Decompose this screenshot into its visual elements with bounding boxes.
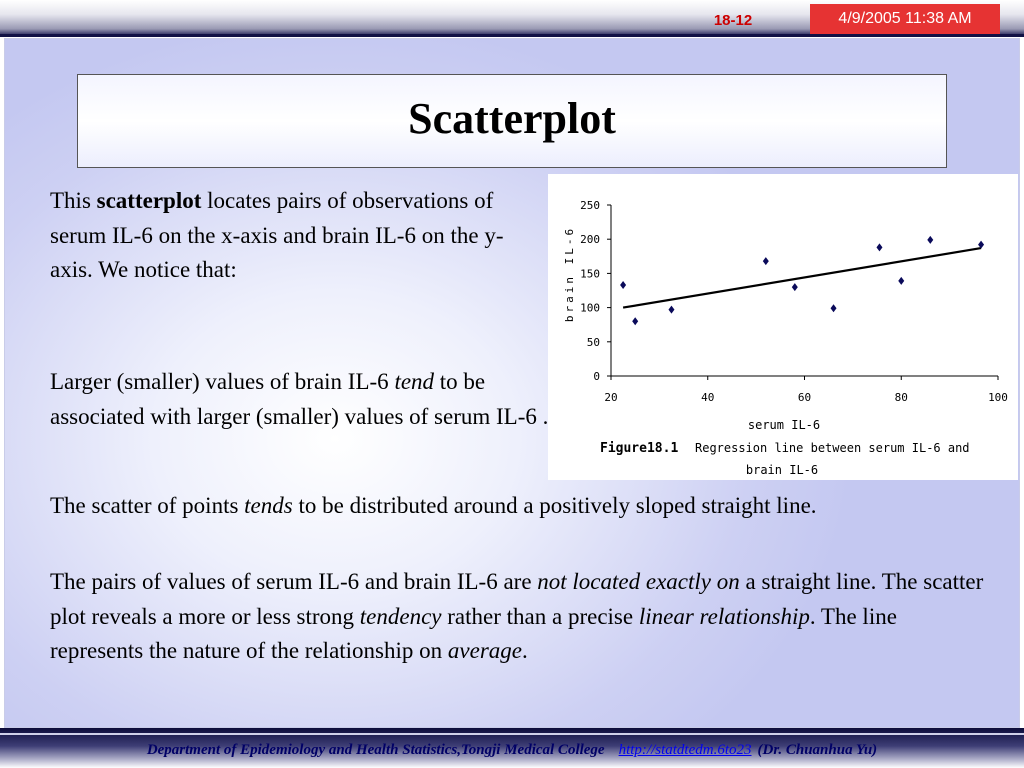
x-tick-label: 100: [988, 391, 1008, 404]
datetime-badge: 4/9/2005 11:38 AM: [810, 4, 1000, 34]
y-tick-label: 0: [593, 370, 600, 383]
point-1-text-2: to be associated with larger (smaller) values of serum IL-6 .: [50, 369, 549, 429]
slide-title: Scatterplot: [408, 94, 616, 143]
top-divider: [0, 34, 1024, 37]
intro-paragraph: [50, 184, 520, 288]
data-point: [632, 317, 638, 325]
point-2-text-1: The scatter of points: [50, 493, 245, 518]
y-tick-label: 200: [580, 233, 600, 247]
footer-department: Department of Epidemiology and Health Statistics,Tongji Medical College: [146, 742, 605, 758]
figure-caption-text-2: brain IL-6: [745, 463, 819, 477]
point-3-text-5: .: [521, 638, 528, 663]
page-number: 18-12: [713, 12, 753, 29]
x-axis-label: serum IL-6: [747, 418, 821, 432]
intro-bold-term: scatterplot: [96, 188, 202, 213]
figure-caption-text: Regression line between serum IL-6 and: [695, 441, 970, 455]
point-3-text-1: The pairs of values of serum IL-6 and brain IL-6 are: [50, 569, 538, 594]
point-1-emphasis: tend: [394, 369, 435, 394]
point-3-text-4: . The line represents the nature of the relationship on: [50, 603, 897, 663]
point-1-paragraph: [50, 365, 555, 434]
footer-link[interactable]: http://statdtedm.6to23: [618, 742, 752, 758]
intro-text-1: This: [50, 188, 97, 213]
data-point: [620, 281, 626, 289]
y-axis-label: brain IL-6: [563, 225, 576, 323]
figure-caption-label: Figure18.1: [600, 441, 679, 456]
y-tick-label: 100: [580, 301, 600, 315]
footer-author: (Dr. Chuanhua Yu): [757, 742, 878, 758]
point-2-paragraph: [50, 489, 980, 524]
data-point: [763, 257, 769, 265]
point-2-emphasis: tends: [244, 493, 293, 518]
x-tick-label: 20: [604, 391, 618, 404]
x-tick-label: 80: [894, 391, 908, 404]
footer-divider: [0, 733, 1024, 735]
y-tick-label: 250: [580, 199, 600, 212]
point-3-text-3: rather than a precise: [441, 603, 639, 629]
x-tick-label: 60: [797, 391, 812, 404]
scatter-chart: [548, 174, 1018, 480]
data-point: [792, 283, 798, 291]
data-point: [927, 236, 933, 244]
data-point: [831, 304, 837, 312]
regression-line: [623, 248, 981, 308]
point-3-paragraph: [50, 565, 985, 669]
point-3-emphasis-3: linear relationship: [638, 603, 810, 629]
y-tick-label: 150: [580, 267, 600, 281]
point-3-text-2: a straight line. The scatter plot reveals a more or less strong: [50, 569, 984, 629]
title-box: [77, 74, 947, 168]
point-1-text-1: Larger (smaller) values of brain IL-6: [50, 369, 395, 394]
scatter-chart-figure: [548, 174, 1018, 480]
point-3-emphasis-1: not located exactly on: [537, 569, 740, 594]
point-3-emphasis-4: average: [447, 638, 522, 663]
data-point: [898, 277, 904, 285]
point-2-text-2: to be distributed around a positively sloped straight line.: [292, 493, 817, 518]
x-tick-label: 40: [701, 391, 715, 404]
data-point: [668, 306, 674, 314]
intro-text-2: locates pairs of observations of serum IL-6 on the x-axis and brain IL-6 on the y-axis. We notice that:: [50, 188, 504, 282]
data-point: [876, 243, 882, 251]
footer: [0, 742, 1024, 759]
y-tick-label: 50: [586, 335, 600, 349]
point-3-emphasis-2: tendency: [359, 603, 442, 629]
